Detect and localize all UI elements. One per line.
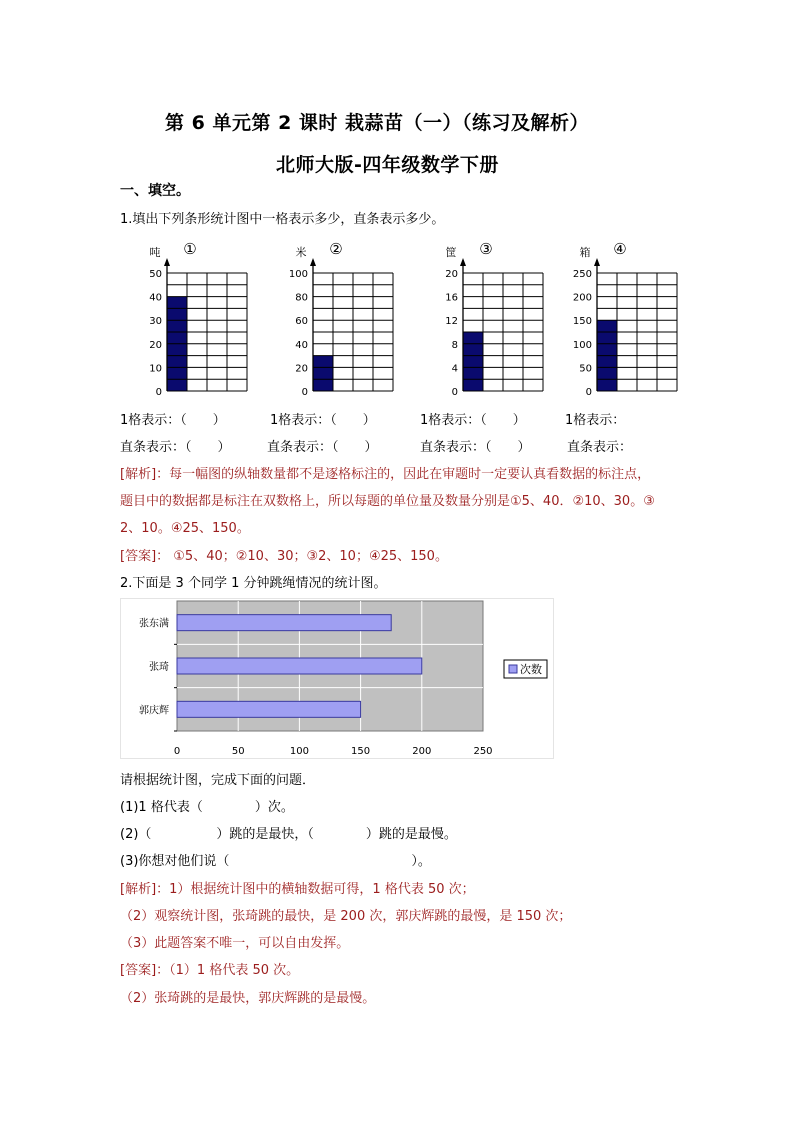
unit-row-3: 1格表示：（ ）	[420, 413, 526, 428]
x-tick-label: 100	[289, 746, 309, 757]
q1-analysis-line-3: 2、10。④25、150。	[120, 521, 250, 536]
y-tick-label: 0	[585, 387, 592, 398]
category-label: 郭庆辉	[139, 705, 169, 717]
page-subtitle: 北师大版-四年级数学下册	[276, 154, 499, 176]
y-tick-label: 100	[572, 339, 592, 351]
bar-chart-2	[289, 240, 393, 398]
q1-analysis-line-2: 题目中的数据都是标注在双数格上，所以每题的单位量及数量分别是①5、40．②10、30。③	[120, 494, 655, 509]
y-tick-label: 0	[155, 387, 162, 398]
y-axis-unit: 箱	[579, 246, 591, 259]
x-tick-label: 200	[412, 746, 432, 757]
y-tick-label: 100	[288, 269, 308, 280]
q2-analysis-line-2: （2）观察统计图，张琦跳的最快，是 200 次，郭庆辉跳的最慢，是 150 次；	[120, 909, 572, 924]
y-tick-label: 80	[295, 292, 308, 304]
category-label: 张琦	[149, 662, 169, 673]
bar-chart-4	[573, 240, 677, 398]
horizontal-bar-chart	[120, 598, 555, 763]
data-bar	[463, 332, 483, 391]
q2-instruction: 请根据统计图，完成下面的问题．	[120, 773, 316, 788]
page-title: 第 6 单元第 2 课时 栽蒜苗（一）（练习及解析）	[165, 112, 590, 134]
bar-row-4: 直条表示：	[567, 440, 633, 455]
y-tick-label: 20	[295, 363, 308, 375]
y-tick-label: 200	[572, 292, 592, 304]
y-axis-arrow	[594, 258, 600, 266]
chart-marker: ③	[479, 240, 493, 258]
vertical-bar-charts	[110, 238, 690, 406]
y-tick-label: 60	[295, 316, 308, 328]
bar-chart-3	[445, 240, 543, 398]
section-heading: 一、填空。	[120, 183, 190, 199]
bar-row-2: 直条表示：（ ）	[267, 440, 378, 455]
unit-row-1: 1格表示：（ ）	[120, 413, 226, 428]
y-tick-label: 20	[149, 339, 162, 351]
q1-prompt: 1.填出下列条形统计图中一格表示多少，直条表示多少。	[120, 212, 445, 227]
q2-answer-line-1: [答案]：（1）1 格代表 50 次。	[120, 963, 300, 978]
y-tick-label: 12	[445, 316, 458, 328]
data-bar	[177, 658, 422, 674]
y-tick-label: 0	[451, 387, 458, 398]
y-tick-label: 20	[445, 269, 458, 280]
x-tick-label: 0	[173, 746, 181, 757]
bar-row-3: 直条表示：（ ）	[420, 440, 531, 455]
x-tick-label: 250	[473, 746, 493, 757]
y-axis-unit: 筐	[445, 246, 457, 259]
q2-answer-line-2: （2）张琦跳的是最快，郭庆辉跳的是最慢。	[120, 991, 376, 1006]
q2-item-1: (1)1 格代表（ ）次。	[120, 800, 294, 815]
q1-answer: [答案]： ①5、40；②10、30；③2、10；④25、150。	[120, 549, 448, 564]
q2-item-2: (2)（ ）跳的是最快，（ ）跳的是最慢。	[120, 827, 457, 842]
chart-marker: ①	[183, 240, 197, 258]
q1-analysis-line-1: [解析]：每一幅图的纵轴数量都不是逐格标注的，因此在审题时一定要认真看数据的标注点，	[120, 467, 651, 482]
jump-rope-chart	[121, 599, 554, 759]
q2-item-3: (3)你想对他们说（ ）。	[120, 854, 431, 869]
y-axis-unit: 米	[295, 246, 307, 259]
data-bar	[313, 356, 333, 391]
legend-label: 次数	[520, 663, 542, 676]
y-axis-arrow	[310, 258, 316, 266]
y-tick-label: 8	[451, 339, 458, 351]
q2-analysis-line-1: [解析]：1）根据统计图中的横轴数据可得，1 格代表 50 次；	[120, 882, 475, 897]
q2-analysis-line-3: （3）此题答案不唯一，可以自由发挥。	[120, 936, 350, 951]
x-tick-label: 50	[231, 746, 245, 757]
y-tick-label: 40	[295, 339, 308, 351]
y-tick-label: 16	[445, 292, 458, 304]
chart-marker: ④	[613, 240, 627, 258]
unit-row-2: 1格表示：（ ）	[270, 413, 376, 428]
y-tick-label: 50	[579, 363, 592, 375]
x-tick-label: 150	[351, 746, 371, 757]
y-tick-label: 10	[149, 363, 162, 375]
y-tick-label: 50	[149, 269, 162, 280]
y-tick-label: 40	[149, 292, 162, 304]
data-bar	[177, 701, 361, 717]
data-bar	[177, 615, 391, 631]
chart-marker: ②	[329, 240, 343, 258]
y-axis-arrow	[460, 258, 466, 266]
y-axis-unit: 吨	[149, 246, 161, 259]
bar-row-1: 直条表示：（ ）	[120, 440, 231, 455]
bar-chart-1	[149, 240, 247, 398]
q2-prompt: 2.下面是 3 个同学 1 分钟跳绳情况的统计图。	[120, 576, 387, 591]
y-tick-label: 150	[572, 316, 592, 328]
y-axis-arrow	[164, 258, 170, 266]
y-tick-label: 250	[572, 269, 592, 280]
y-tick-label: 30	[149, 316, 162, 328]
legend-swatch	[509, 665, 517, 673]
category-label: 张东满	[139, 618, 169, 630]
y-tick-label: 4	[451, 363, 458, 375]
chart-legend	[504, 660, 547, 678]
y-tick-label: 0	[301, 387, 308, 398]
unit-row-4: 1格表示：	[565, 413, 626, 428]
